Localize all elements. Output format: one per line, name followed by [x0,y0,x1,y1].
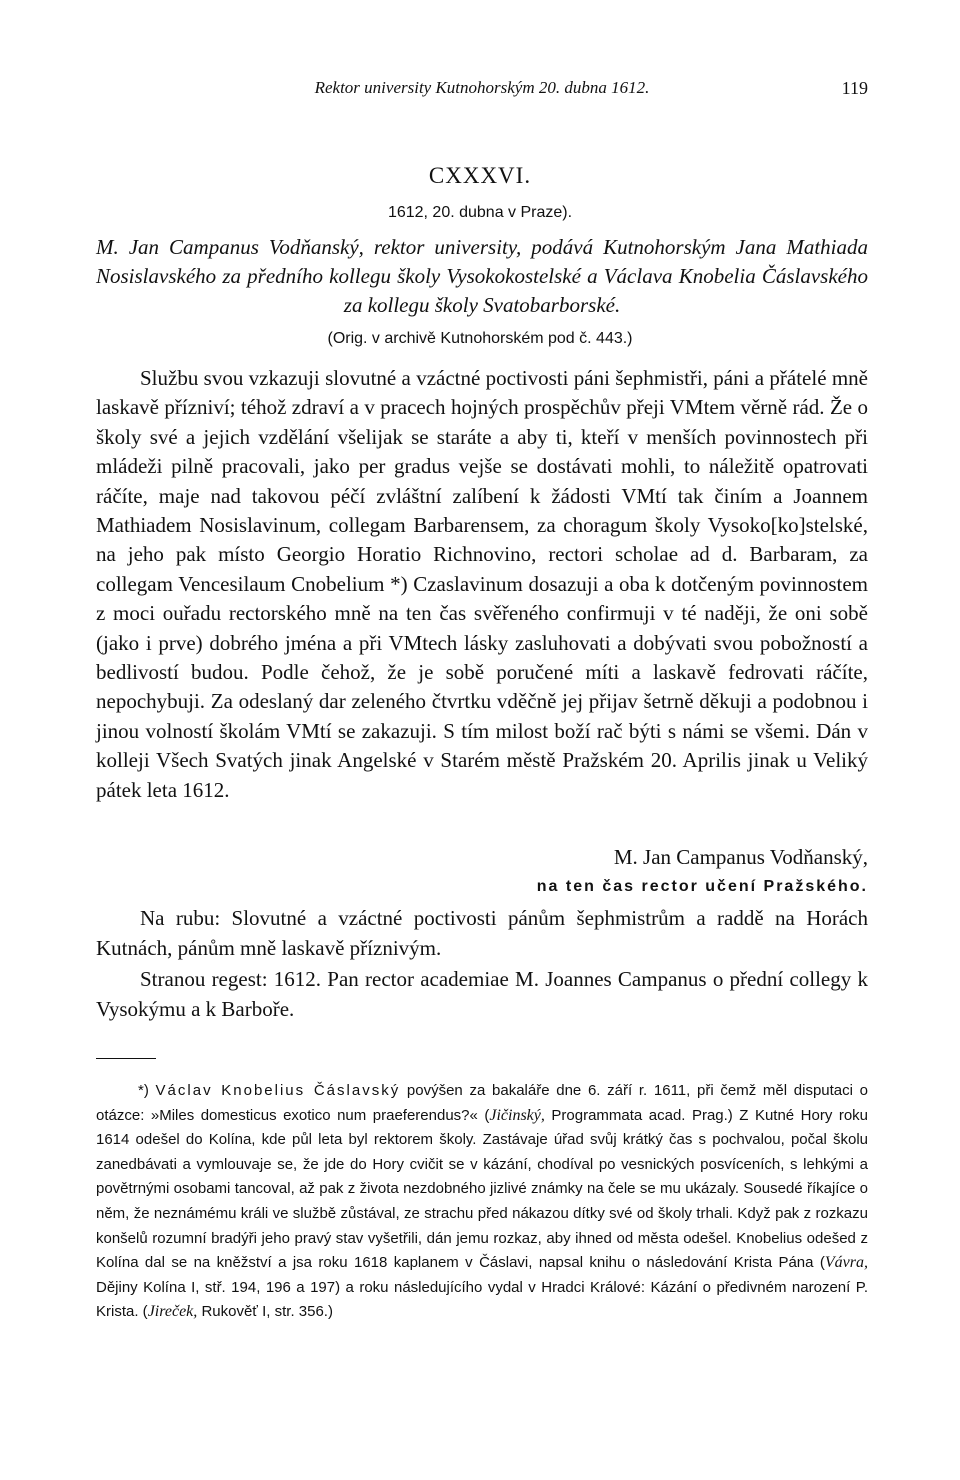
footnote [96,1079,868,1325]
signature-name: M. Jan Campanus Vodňanský, [613,845,868,869]
footnote-divider [96,1058,156,1059]
regest-note: Stranou regest: 1612. Pan rector academiae M. Joannes Campanus o přední collegy k Vysokýmu a k Barboře. [96,967,868,1021]
footnote-reference: *) [390,571,408,596]
footnote-text-3: Dějiny Kolína I, stř. 194, 196 a 197) a roku následujícího vydal v Hradci Králové: Kázání o předivném narození P. Krista. ( [96,1278,868,1321]
footnote-text-4: Rukověť I, str. 356.) [197,1303,333,1321]
running-title: Rektor university Kutnohorským 20. dubna 1612. [314,78,650,97]
footnote-marker: *) [138,1082,149,1099]
footnote-text-1: povýšen za bakaláře dne 6. září r. 1611, při čemž měl disputaci o otázce: »Miles domesticus exotico num praeferendus?« ( [96,1082,869,1124]
footnote-citation-1: Jičinský, [489,1106,545,1124]
document-date: 1612, 20. dubna v Praze). [387,204,573,221]
signature-title: na ten čas rector učení Pražského. [536,878,868,895]
signature [537,842,868,902]
document-summary: M. Jan Campanus Vodňanský, rektor university, podává Kutnohorským Jana Mathiada Nosislavského za předního kollegu školy Vysokokostelské a Václava Knobelia Čáslavského za kollegu školy Svatobarborské. [96,235,868,317]
footnote-citation-3: Jireček, [147,1303,198,1321]
verso-note: Na rubu: Slovutné a vzáctné poctivosti pánům šephmistrům a raddě na Horách Kutnách, pánům mně laskavě příznivým. [96,906,868,960]
footnote-name: Václav Knobelius Čáslavský [155,1082,401,1099]
running-header [96,78,868,104]
letter-body [96,364,868,805]
document-number: CXXXVI. [428,163,532,188]
letter-body-part-2: Czaslavinum dosazuji a oba k dotčeným povinnostem z moci ouřadu rectorského mně na ten čas svěřeného confirmuji v té naději, že oni sobě (jako i prve) dobrého jména a při VMtech lásky zasluhovati a dobývati svou pobožností a bedlivostí budou. Podle čehož, že je sobě poručené míti a laskavě fedrovati ráčíte, nepochybuji. Za odeslaný dar zeleného čtvrtku vděčně jej přijav šetrně děkuji a podobnou i jinou volností školám VMtí se zakazuji. S tím milost boží rač býti s námi se všemi. Dán v kolleji Všech Svatých jinak Angelské v Starém městě Pražském 20. Aprilis jinak u Veliký pátek leta 1612. [96,571,869,802]
page-number: 119 [841,78,868,98]
footnote-text-2: Programmata acad. Prag.) Z Kutné Hory roku 1614 odešel do Kolína, kde půl leta byl rektorem školy. Zastávaje úřad svůj krátký čas s pochvalou, počal školu zanedbávati a vymlouvaje se, že jde do Hory cvičit se v kázání, chodíval po vesnických posvíceních, s lehkými a povětrnými osobami tancoval, až pak z života nezdobného jizlivé známky na čele se mu ukázaly. Sousedé říkajíce o něm, že neznámému králi ve službě zůstával, ze strachu před nákazou dítky své od školy trhali. Když pak z rozkazu konšelů rozumní bradýři jeho pravý stav vyšetřili, dán jemu rozkaz, aby ihned od města odešel. Knobelius odešed z Kolína dal se na kněžství a jsa roku 1618 kaplanem v Čáslavi, napsal knihu o následování Krista Pána ( [96,1106,869,1272]
letter-body-part-1: Službu svou vzkazuji slovutné a vzáctné poctivosti páni šephmistři, páni a přátelé mně laskavě přízniví; téhož zdraví a v pracech hojných prospěchův přeji VMtem věrně rád. Že o školy své a jejich vzdělání všelijak se staráte a aby ti, kteří v menších povinnostech při mládeži pilně pracovali, jako per gradus vejše se dostávati mohli, to náležitě opatrovati ráčíte, maje nad takovou péčí zvláštní zalíbení k žádosti VMtí tak činím a Joannem Mathiadem Nosislavinum, collegam Barbarensem, za choragum školy Vysoko[ko]stelské, na jeho pak místo Georgio Horatio Richnovino, rectori scholae ad d. Barbaram, za collegam Vencesilaum Cnobelium [96,366,868,596]
document-source: (Orig. v archivě Kutnohorském pod č. 443.) [327,330,633,347]
footnote-citation-2: Vávra, [824,1254,868,1272]
